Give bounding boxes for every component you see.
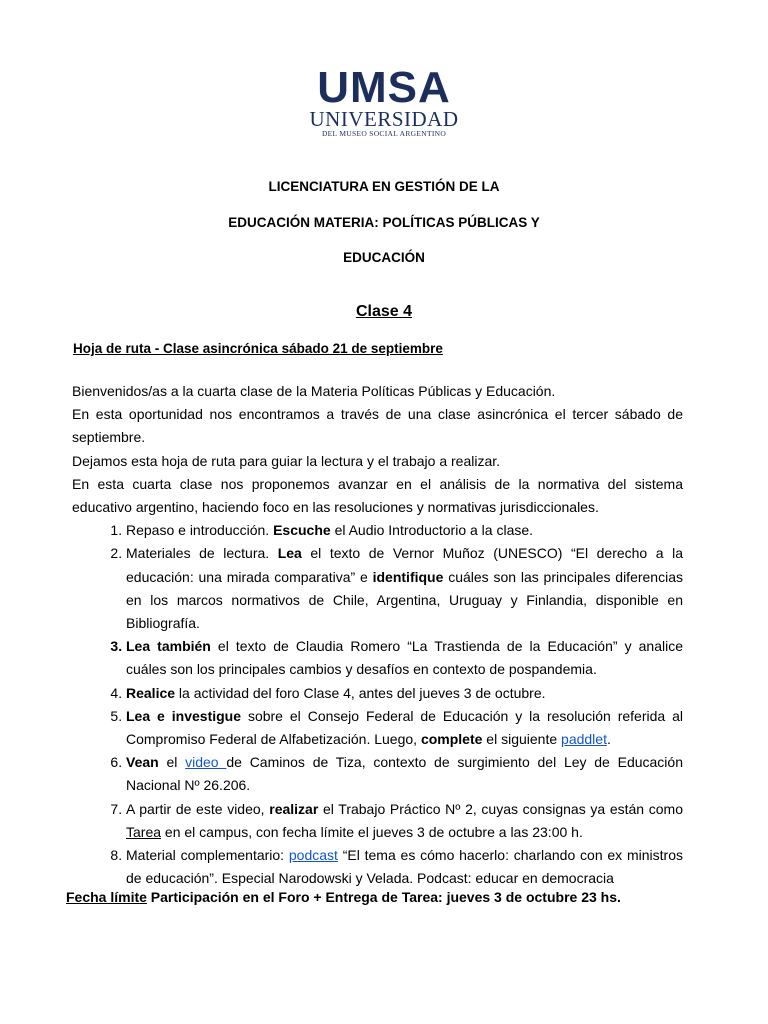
task-verb: identifique — [372, 568, 444, 585]
task-text: Material complementario: — [126, 847, 289, 864]
intro-paragraph: En esta oportunidad nos encontramos a través de una clase asincrónica el tercer sábado de septiembre. — [72, 406, 683, 446]
task-verb: complete — [420, 731, 483, 748]
task-item — [126, 705, 683, 751]
clase-title: Clase 4 — [355, 303, 413, 320]
task-text: el texto de Vernor Muñoz (UNESCO) “El derecho a la educación: una mirada comparativa” e — [126, 545, 683, 585]
task-text: de Caminos de Tiza, contexto de surgimiento del Ley de Educación Nacional Nº 26.206. — [126, 754, 683, 794]
task-list — [72, 519, 683, 890]
task-text: A partir de este video, — [126, 800, 270, 817]
task-item — [126, 635, 683, 681]
deadline-label: Fecha límite — [66, 889, 147, 905]
task-text: el Audio Introductorio a la clase. — [330, 522, 534, 539]
task-text: . — [606, 731, 611, 748]
task-text: el Trabajo Práctico Nº 2, cuyas consignas ya están como — [318, 800, 684, 817]
task-verb: Lea también — [126, 638, 211, 655]
task-item — [126, 519, 683, 542]
task-verb: Escuche — [273, 522, 331, 539]
video-link[interactable]: video — [185, 754, 227, 771]
intro-paragraph: Dejamos esta hoja de ruta para guiar la lectura y el trabajo a realizar. — [72, 452, 501, 469]
document-body — [72, 380, 683, 890]
task-item — [126, 751, 683, 797]
task-text: sobre el Consejo Federal de Educación y la resolución referida al Compromiso Federal de Alfabetización. Luego, — [126, 707, 683, 748]
tarea-text: Tarea — [126, 823, 162, 840]
task-item — [126, 682, 683, 705]
paddlet-link[interactable]: paddlet — [561, 731, 607, 748]
logo-umsa-text: UMSA — [317, 63, 451, 112]
logo-universidad-text: UNIVERSIDAD — [309, 107, 459, 131]
task-verb: Vean — [126, 754, 159, 771]
task-text: cuáles son las principales diferencias en los marcos normativos de Chile, Argentina, Uruguay y Finlandia, disponible en Bibliografía. — [126, 568, 683, 632]
header-line-2: EDUCACIÓN MATERIA: POLÍTICAS PÚBLICAS Y — [228, 215, 540, 230]
hoja-de-ruta-heading: Hoja de ruta - Clase asincrónica sábado 21 de septiembre — [73, 341, 443, 356]
task-verb: realizar — [269, 800, 319, 817]
task-item — [126, 542, 683, 635]
intro-paragraph: En esta cuarta clase nos proponemos avanzar en el análisis de la normativa del sistema educativo argentino, haciendo foco en las resoluciones y normativas jurisdiccionales. — [72, 475, 683, 516]
task-text: la actividad del foro Clase 4, antes del jueves 3 de octubre. — [175, 684, 546, 701]
task-verb: Lea — [277, 545, 302, 562]
task-verb: Realice — [126, 684, 176, 701]
task-verb: Lea e investigue — [126, 707, 242, 724]
deadline-line — [66, 888, 621, 906]
task-text: en el campus, con fecha límite el jueves 3 de octubre a las 23:00 h. — [161, 823, 583, 840]
task-text: el texto de Claudia Romero “La Trastienda de la Educación” y analice cuáles son los principales cambios y desafíos en contexto de pospandemia. — [126, 638, 683, 678]
task-text: el — [158, 754, 186, 771]
task-text: Repaso e introducción. — [126, 522, 274, 539]
task-item — [126, 844, 683, 890]
deadline-text: Participación en el Foro + Entrega de Tarea: jueves 3 de octubre 23 hs. — [146, 889, 621, 905]
logo-subtitle-text: DEL MUSEO SOCIAL ARGENTINO — [321, 129, 447, 138]
intro-paragraph: Bienvenidos/as a la cuarta clase de la Materia Políticas Públicas y Educación. — [72, 383, 556, 399]
task-text: Materiales de lectura. — [126, 545, 278, 562]
podcast-link[interactable]: podcast — [288, 847, 338, 864]
header-line-3: EDUCACIÓN — [343, 250, 425, 265]
task-text: el siguiente — [482, 731, 562, 748]
task-text: “El tema es cómo hacerlo: charlando con ex ministros de educación”. Especial Narodowski y Velada. Podcast: educar en democracia — [126, 847, 683, 887]
umsa-logo — [0, 63, 768, 138]
header-line-1: LICENCIATURA EN GESTIÓN DE LA — [268, 179, 500, 194]
task-item — [126, 798, 683, 844]
